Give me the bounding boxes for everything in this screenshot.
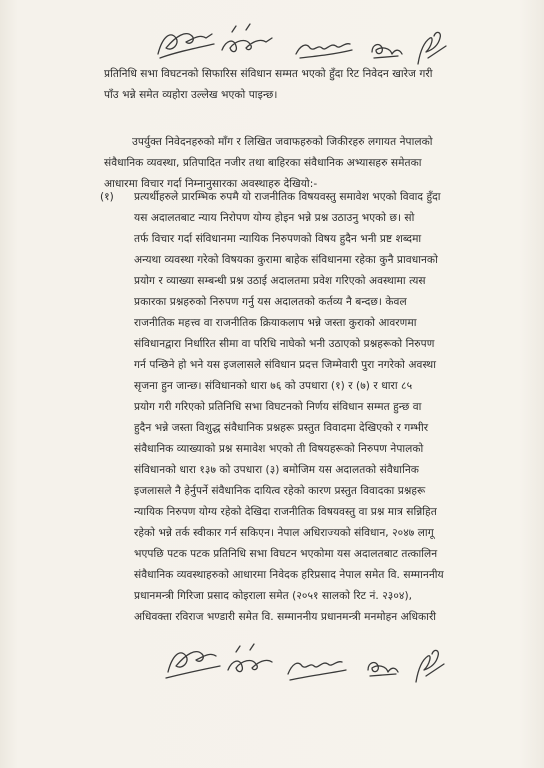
text-line: प्रत्यर्थीहरुले प्रारम्भिक रुपमै यो राजनीतिक विषयवस्तु समावेश भएको विवाद हुँदा — [134, 191, 441, 203]
text-line: प्रधानमन्त्री गिरिजा प्रसाद कोइराला समेत (२०५१ सालको रिट नं. २३०४), — [134, 590, 413, 602]
text-line: प्रयोग र व्याख्या सम्बन्धी प्रश्न उठाई अदालतमा प्रवेश गरिएको अवस्थामा त्यस — [134, 275, 426, 287]
text-line: तर्फ विचार गर्दा संविधानमा न्यायिक निरुपणको विषय हुदैन भनी प्रष्ट शब्दमा — [134, 233, 422, 245]
paragraph-intro — [104, 64, 524, 106]
text-line: अन्यथा व्यवस्था गरेको विषयका कुरामा बाहेक संविधानमा रहेका कुनै प्रावधानको — [134, 254, 438, 266]
text-line: संविधानद्वारा निर्धारित सीमा वा परिधि नाघेको भनी उठाएको प्रश्नहरूको निरुपण — [134, 338, 435, 350]
text-line: रहेको भन्ने तर्क स्वीकार गर्न सकिएन। नेपाल अधिराज्यको संविधान, २०४७ लागू — [134, 527, 434, 539]
handwritten-signatures-bottom — [0, 624, 544, 694]
text-line: इजलासले नै हेर्नुपर्ने संवैधानिक दायित्व रहेको कारण प्रस्तुत विवादका प्रश्नहरू — [134, 485, 426, 497]
text-line: भएपछि पटक पटक प्रतिनिधि सभा विघटन भएकोमा यस अदालतबाट तत्कालिन — [134, 548, 438, 560]
text-line: आधारमा विचार गर्दा निम्नानुसारका अवस्थाहरु देखियो:- — [104, 178, 318, 190]
text-line: उपर्युक्त निवेदनहरुको माँग र लिखित जवाफहरुको जिकीरहरु लगायत नेपालको — [132, 136, 433, 148]
signatures-bottom — [0, 624, 544, 694]
text-line: यस अदालतबाट न्याय निरोपण योग्य होइन भन्ने प्रश्न उठाउनु भएको छ। सो — [134, 212, 415, 224]
text-line: अधिवक्ता रविराज भण्डारी समेत वि. सम्माननीय प्रधानमन्त्री मनमोहन अधिकारी — [134, 611, 437, 623]
text-line: न्यायिक निरुपण योग्य रहेको देखिदा राजनीतिक विषयवस्तु वा प्रश्न मात्र सन्निहित — [134, 506, 437, 518]
text-line: प्रयोग गरी गरिएको प्रतिनिधि सभा विघटनको निर्णय संविधान सम्मत हुन्छ वा — [134, 401, 422, 413]
paragraph-item-1 — [134, 187, 528, 628]
text-line: सृजना हुन जान्छ। संविधानको धारा ७६ को उपधारा (१) र (७) र धारा ८५ — [134, 380, 413, 392]
text-line: प्रकारका प्रश्नहरुको निरुपण गर्नु यस अदालतको कर्तव्य नै बन्दछ। केवल — [134, 296, 407, 308]
text-line: राजनीतिक महत्त्व वा राजनीतिक क्रियाकलाप भन्ने जस्ता कुराको आवरणमा — [134, 317, 417, 329]
item-number: (१) — [100, 191, 114, 203]
text-line: संवैधानिक व्याख्याको प्रश्न समावेश भएको ती विषयहरूको निरुपण नेपालको — [134, 443, 424, 455]
paragraph-consideration — [104, 132, 524, 195]
text-line: संविधानको धारा १३७ को उपधारा (३) बमोजिम यस अदालतको संवैधानिक — [134, 464, 419, 476]
text-line: प्रतिनिधि सभा विघटनको सिफारिस संविधान सम्मत भएको हुँदा रिट निवेदन खारेज गरी — [104, 68, 433, 80]
text-line: संवैधानिक व्यवस्थाहरुको आधारमा निवेदक हरिप्रसाद नेपाल समेत वि. सम्माननीय — [134, 569, 444, 581]
text-line: गर्न पन्छिने हो भने यस इजलासले संविधान प्रदत्त जिम्मेवारी पुरा नगरेको अवस्था — [134, 359, 436, 371]
text-line: हुदैन भन्ने जस्ता विशुद्ध संवैधानिक प्रश्नहरू प्रस्तुत विवादमा देखिएको र गम्भीर — [134, 422, 429, 434]
text-line: पाँउ भन्ने समेत व्यहोरा उल्लेख भएको पाइन्छ। — [104, 89, 278, 101]
text-line: संवैधानिक व्यवस्था, प्रतिपादित नजीर तथा बाहिरका संवैधानिक अभ्यासहरु समेतका — [104, 157, 422, 169]
